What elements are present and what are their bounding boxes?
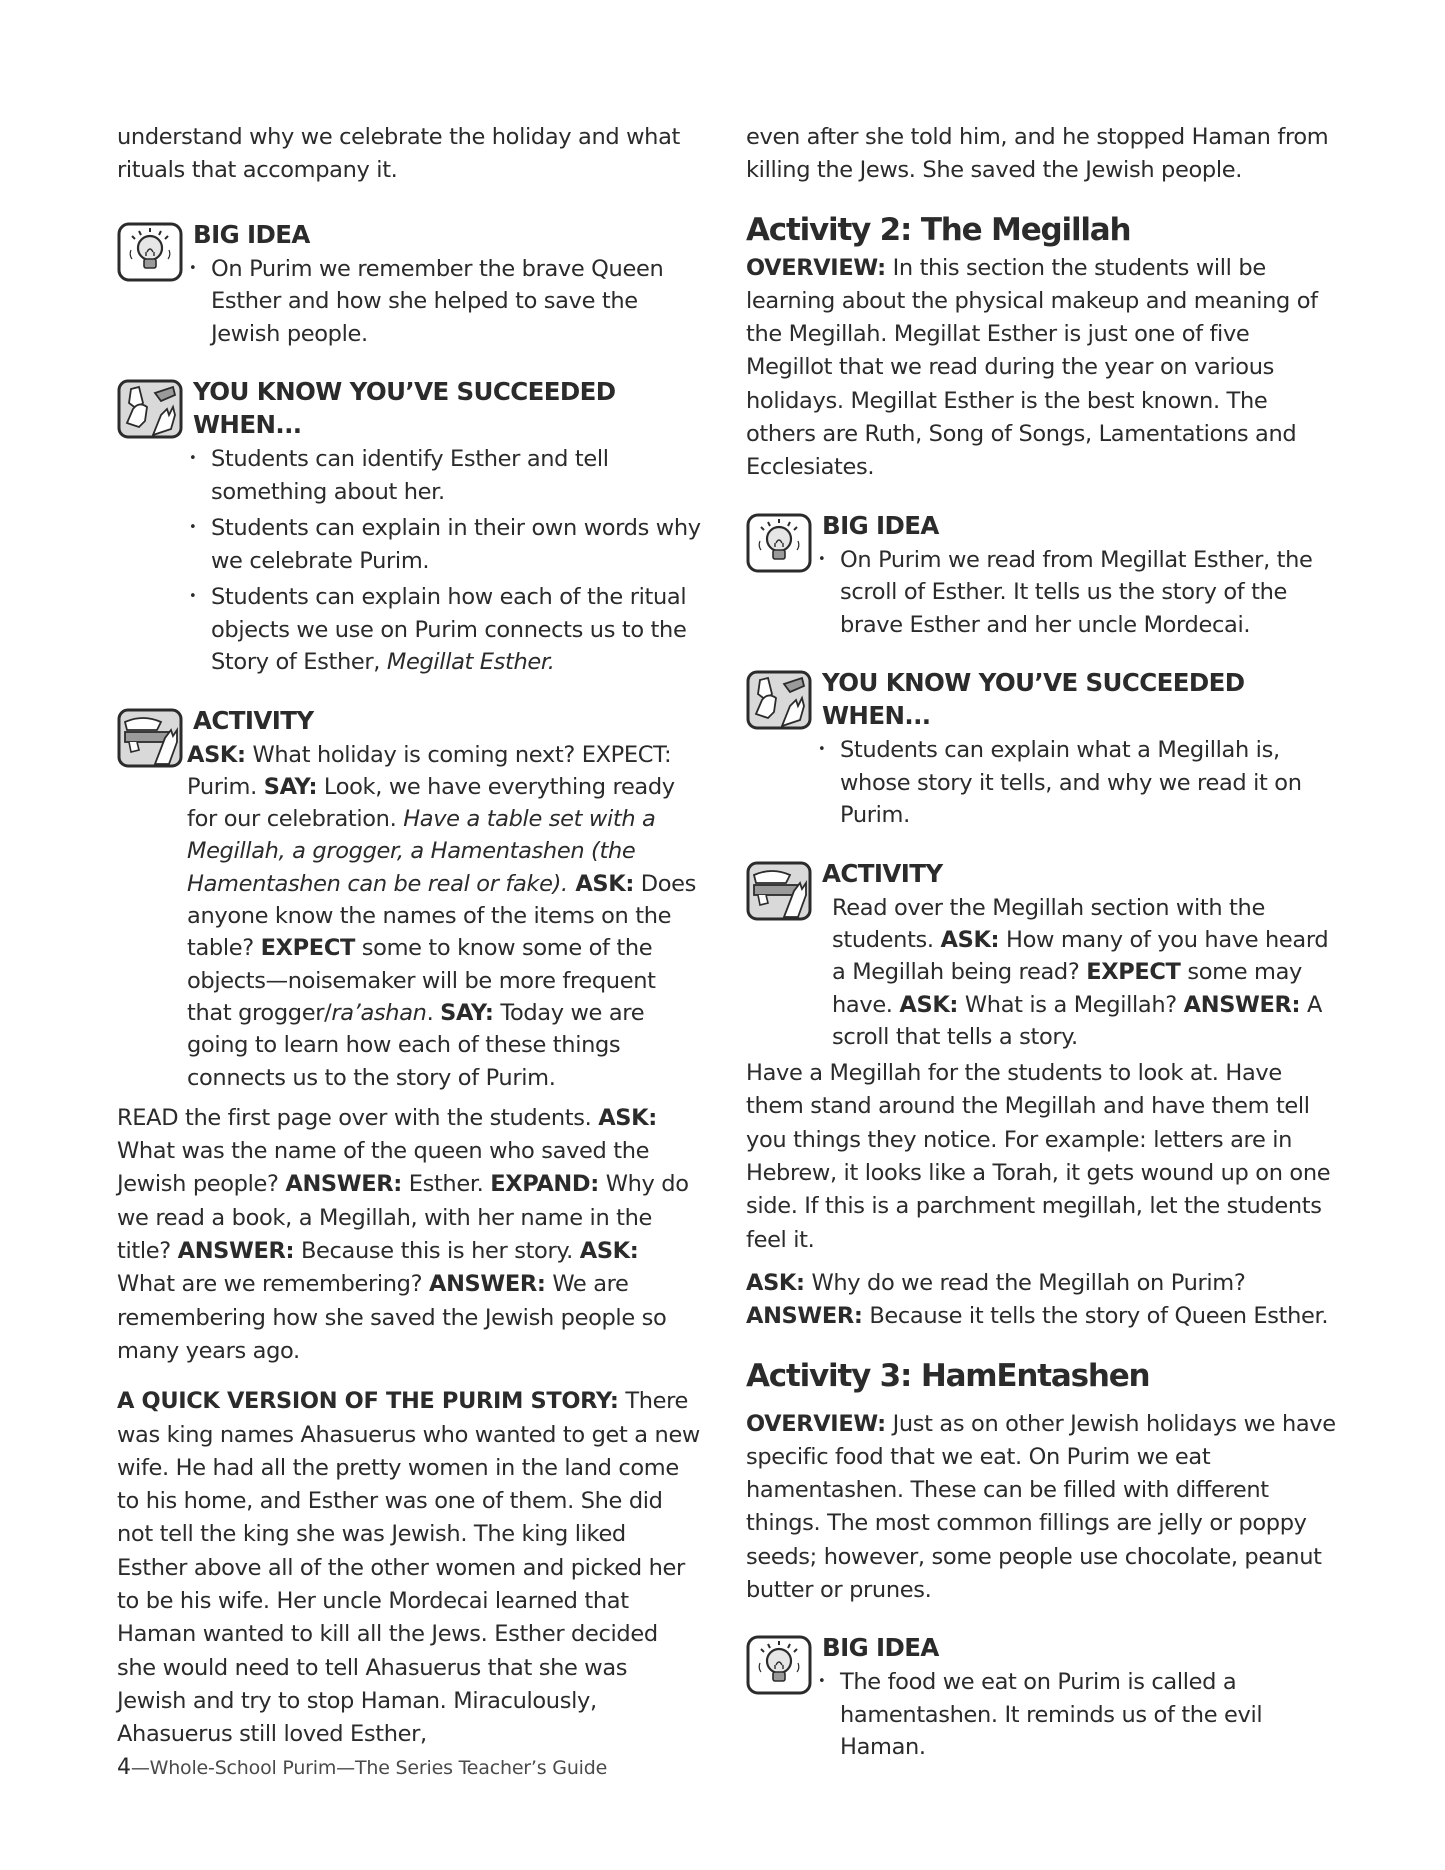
activity-callout	[746, 857, 1338, 1053]
intro-paragraph: understand why we celebrate the holiday and what rituals that accompany it.	[117, 124, 680, 184]
hands-working-icon	[117, 708, 183, 768]
lightbulb-icon	[746, 1635, 812, 1695]
list-item: • Students can identify Esther and tell something about her.	[211, 443, 701, 508]
callout-title: BIG IDEA	[822, 1633, 939, 1663]
activity-2-overview: OVERVIEW: In this section the students will be learning about the physical makeup and meaning of the Megillah. Megillat Esther is just one of five Megillot that we read during the year on various holidays. Megillat Esther is the best known. The others are Ruth, Song of Songs, Lamentations and Ecclesiates.	[746, 254, 1318, 481]
list-item: • On Purim we read from Megillat Esther, the scroll of Esther. It tells us the story of the brave Esther and her uncle Mordecai.	[840, 544, 1338, 642]
callout-title: BIG IDEA	[822, 510, 939, 540]
lightbulb-icon	[746, 513, 812, 573]
megillah-look-paragraph: Have a Megillah for the students to look at. Have them stand around the Megillah and have them tell you things they notice. For example: letters are in Hebrew, it looks like a Torah, it gets wound up on one side. If this is a parchment megillah, let the students feel it.	[746, 1060, 1331, 1253]
italic-title: Megillat Esther.	[386, 649, 555, 676]
megillah-qa-paragraph: ASK: Why do we read the Megillah on Purim? ANSWER: Because it tells the story of Queen Esther.	[746, 1269, 1329, 1330]
activity-callout	[117, 704, 701, 1094]
bullet-list	[822, 544, 1338, 642]
purim-story-paragraph: A QUICK VERSION OF THE PURIM STORY: There was king names Ahasuerus who wanted to get a new wife. He had all the pretty women in the land come to his home, and Esther was one of them. She did not tell the king she was Jewish. The king liked Esther above all of the other women and picked her to be his wife. Her uncle Mordecai learned that Haman wanted to kill all the Jews. Esther decided she would need to tell Ahasuerus that she was Jewish and try to stop Haman. Miraculously, Ahasuerus still loved Esther,	[117, 1388, 700, 1748]
succeeded-callout	[117, 375, 701, 679]
list-item: • Students can explain what a Megillah is, whose story it tells, and why we read it on Purim.	[840, 734, 1338, 832]
activity-2-heading: Activity 2: The Megillah	[746, 211, 1131, 248]
activity-body: Read over the Megillah section with the students. ASK: How many of you have heard a Megillah being read? EXPECT some may have. ASK: What is a Megillah? ANSWER: A scroll that tells a story.	[832, 894, 1329, 1050]
bullet-list	[193, 253, 701, 351]
footer-title: —Whole-School Purim—The Series Teacher’s Guide	[130, 1757, 608, 1779]
succeeded-callout	[746, 666, 1338, 832]
callout-title: YOU KNOW YOU’VE SUCCEEDED WHEN...	[822, 668, 1245, 731]
big-idea-callout	[117, 218, 701, 351]
hands-cheering-icon	[746, 670, 812, 730]
story-label: A QUICK VERSION OF THE PURIM STORY:	[117, 1388, 619, 1415]
bullet-list	[193, 443, 701, 679]
list-item: • On Purim we remember the brave Queen Esther and how she helped to save the Jewish people.	[211, 253, 701, 351]
list-item: • The food we eat on Purim is called a hamentashen. It reminds us of the evil Haman.	[840, 1666, 1338, 1764]
hands-working-icon	[746, 861, 812, 921]
callout-title: YOU KNOW YOU’VE SUCCEEDED WHEN...	[193, 377, 616, 440]
callout-title: ACTIVITY	[193, 705, 314, 735]
story-continuation: even after she told him, and he stopped Haman from killing the Jews. She saved the Jewish people.	[746, 124, 1329, 184]
callout-title: ACTIVITY	[822, 858, 943, 888]
activity-3-heading: Activity 3: HamEntashen	[746, 1357, 1150, 1394]
read-paragraph: READ the first page over with the students. ASK: What was the name of the queen who saved the Jewish people? ANSWER: Esther. EXPAND: Why do we read a book, a Megillah, with her name in the title? ANSWER: Because this is her story. ASK: What are we remembering? ANSWER: We are remembering how she saved the Jewish people so many years ago.	[117, 1104, 689, 1364]
page-footer	[117, 1755, 607, 1780]
big-idea-callout	[746, 509, 1338, 642]
left-column	[117, 121, 701, 1752]
list-item: • Students can explain how each of the ritual objects we use on Purim connects us to the Story of Esther, Megillat Esther.	[211, 581, 701, 679]
right-column	[746, 121, 1338, 1765]
list-item: • Students can explain in their own words why we celebrate Purim.	[211, 512, 701, 577]
activity-body: ASK: What holiday is coming next? EXPECT: Purim. SAY: Look, we have everything ready for our celebration. Have a table set with a Megillah, a grogger, a Hamentashen (the Hamentashen can be real or fake). ASK: Does anyone know the names of the items on the table? EXPECT some to know some of the objects—noisemaker will be more frequent that grogger/ra’ashan. SAY: Today we are going to learn how each of these things connects us to the story of Purim.	[187, 741, 697, 1091]
callout-title: BIG IDEA	[193, 219, 310, 249]
bullet-list	[822, 1666, 1338, 1764]
bullet-list	[822, 734, 1338, 832]
activity-3-overview: OVERVIEW: Just as on other Jewish holidays we have specific food that we eat. On Purim we eat hamentashen. These can be filled with different things. The most common fillings are jelly or poppy seeds; however, some people use chocolate, peanut butter or prunes.	[746, 1410, 1336, 1604]
big-idea-callout	[746, 1631, 1338, 1764]
hands-cheering-icon	[117, 379, 183, 439]
page-number: 4	[117, 1755, 131, 1780]
lightbulb-icon	[117, 222, 183, 282]
